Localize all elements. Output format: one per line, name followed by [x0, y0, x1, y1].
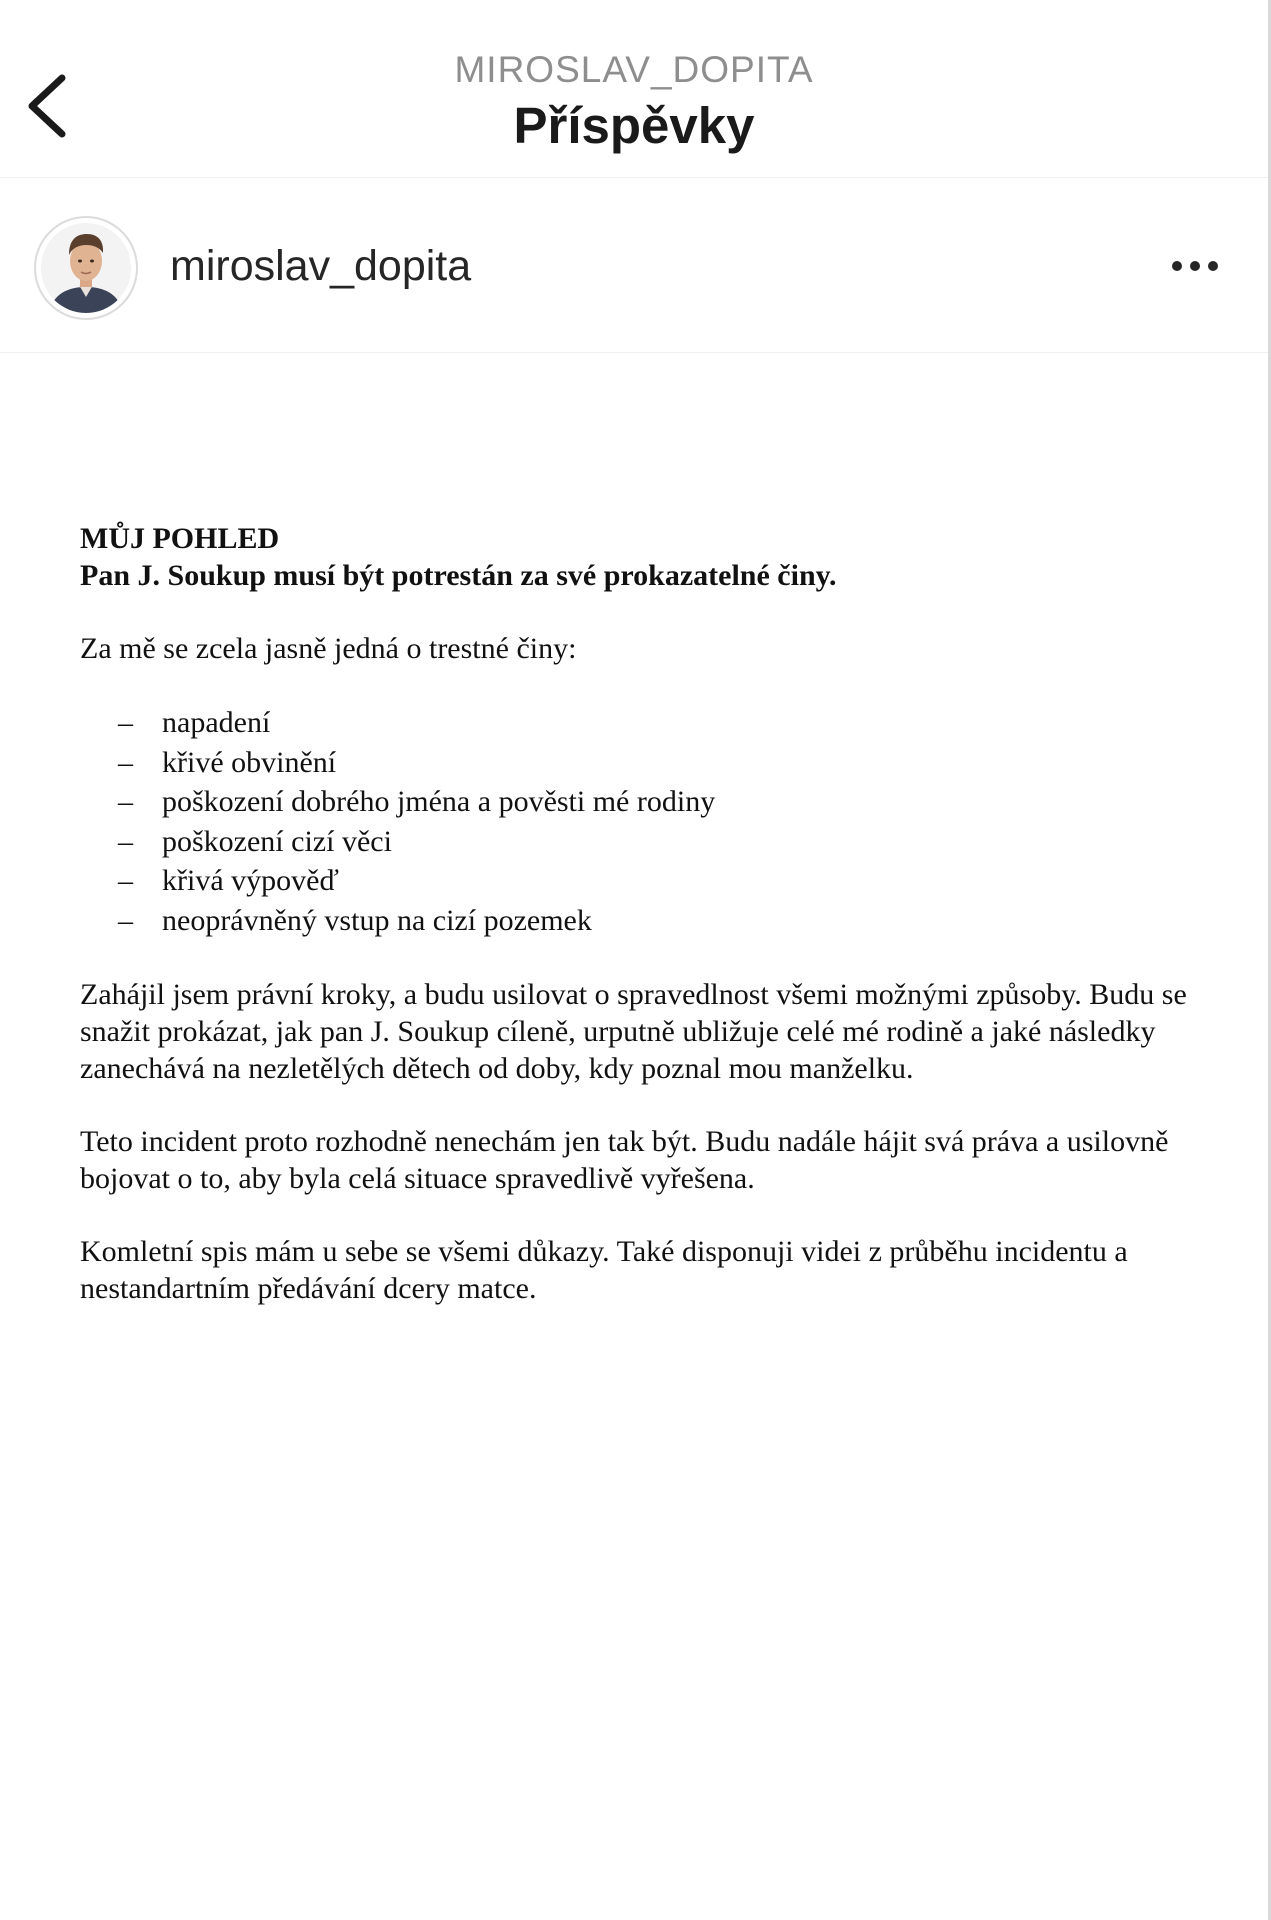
list-item: [118, 743, 1200, 783]
dash-bullet: –: [118, 824, 133, 858]
document-paragraph: Komletní spis mám u sebe se všemi důkazy. Také disponuji videi z průběhu incidentu a nestandartním předávání dcery matce.: [80, 1235, 1128, 1305]
document-intro: Za mě se zcela jasně jedná o trestné činy:: [80, 632, 577, 665]
more-options-button[interactable]: [1160, 246, 1230, 286]
document-paragraph: Teto incident proto rozhodně nenechám jen tak být. Budu nadále hájit svá práva a usilovně bojovat o to, aby byla celá situace spravedlivě vyřešena.: [80, 1125, 1169, 1195]
document-paragraph: Zahájil jsem právní kroky, a budu usilovat o spravedlnost všemi možnými způsoby. Budu se snažit prokázat, jak pan J. Soukup cíleně, urputně ubližuje celé mé rodině a jaké následky zanechává na nezletělých dětech od doby, kdy poznal mou manželku.: [80, 978, 1187, 1085]
list-item-text: napadení: [162, 706, 271, 739]
list-item: [118, 782, 1200, 822]
list-item-text: křivá výpověď: [162, 864, 339, 897]
profile-photo-icon: [41, 223, 131, 313]
dash-bullet: –: [118, 785, 133, 818]
more-horizontal-icon: [1208, 261, 1218, 271]
list-item-text: poškození dobrého jména a pověsti mé rodiny: [162, 785, 716, 818]
header-username: MIROSLAV_DOPITA: [454, 49, 814, 90]
document-subheading: Pan J. Soukup musí být potrestán za své prokazatelné činy.: [80, 559, 837, 592]
list-item: [118, 703, 1200, 743]
avatar-button[interactable]: [34, 216, 138, 320]
list-item: [118, 901, 1200, 941]
post-header: [0, 178, 1268, 353]
avatar: [41, 223, 131, 313]
more-horizontal-icon: [1172, 261, 1182, 271]
post-author-username[interactable]: miroslav_dopita: [170, 242, 472, 290]
document-heading: MŮJ POHLED: [80, 522, 280, 555]
dash-bullet: –: [118, 706, 133, 739]
list-item: [118, 861, 1200, 901]
list-item-text: křivé obvinění: [162, 745, 337, 779]
list-item-text: neoprávněný vstup na cizí pozemek: [162, 903, 592, 937]
list-item: [118, 822, 1200, 862]
offense-list: [80, 703, 1200, 940]
post-image-document: [80, 520, 1200, 1343]
dash-bullet: –: [118, 745, 133, 779]
list-item-text: poškození cizí věci: [162, 824, 392, 858]
page-title: Příspěvky: [513, 97, 755, 154]
top-header: [0, 0, 1268, 178]
dash-bullet: –: [118, 864, 133, 897]
more-horizontal-icon: [1190, 261, 1200, 271]
dash-bullet: –: [118, 903, 133, 937]
